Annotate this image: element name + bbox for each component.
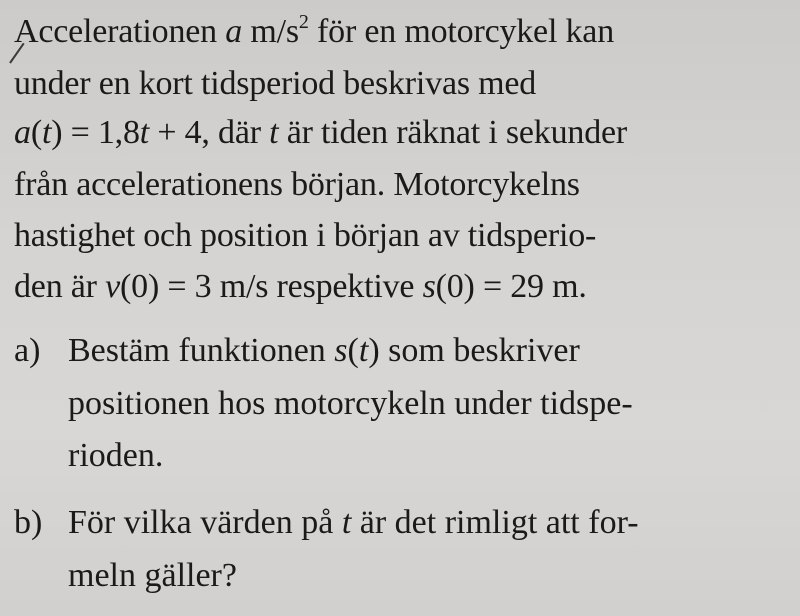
var-s: s [334, 332, 348, 369]
part-b-line-2: meln gäller? [68, 557, 237, 594]
text: (0) = 29 m. [435, 268, 587, 305]
text: är tiden räknat i sekunder [278, 114, 628, 151]
part-b-label: b) [14, 504, 43, 541]
text: (0) = 3 m/s respektive [120, 268, 423, 305]
part-a-line-1 [68, 324, 800, 378]
var-t: t [358, 332, 369, 369]
text: är det rimligt att for- [351, 504, 639, 541]
intro-line-5: hastighet och position i början av tidsperio- [14, 217, 597, 254]
text: + 4, där [149, 114, 270, 151]
var-s: s [422, 268, 436, 305]
text: Accelerationen [14, 13, 226, 50]
var-t: t [139, 114, 150, 151]
exponent: 2 [298, 11, 309, 33]
var-a: a [225, 13, 243, 50]
var-v: v [105, 268, 121, 305]
paren: ( [30, 114, 42, 151]
part-a-label: a) [14, 332, 41, 369]
part-b-line-1 [68, 496, 800, 550]
text: den är [14, 268, 106, 305]
unit: m/s [242, 13, 299, 50]
var-t: t [269, 114, 279, 151]
var-t: t [341, 504, 352, 541]
text: Bestäm funktionen [68, 332, 335, 369]
paren: ( [347, 332, 359, 369]
var-t: t [41, 114, 52, 151]
intro-line-3 [14, 106, 800, 160]
part-a-line-2: positionen hos motorcykeln under tidspe- [68, 385, 633, 422]
text: För vilka värden på [68, 504, 342, 541]
intro-line-1 [14, 5, 800, 59]
intro-line-2: under en kort tidsperiod beskrivas med [14, 65, 537, 102]
text: ) som beskriver [368, 332, 580, 369]
text: för en motorcykel kan [308, 13, 614, 50]
intro-line-6 [14, 260, 800, 314]
intro-line-4: från accelerationens början. Motorcykelns [14, 166, 580, 203]
var-a: a [14, 114, 31, 151]
part-a-line-3: rioden. [68, 437, 164, 474]
formula: ) = 1,8 [51, 114, 140, 151]
